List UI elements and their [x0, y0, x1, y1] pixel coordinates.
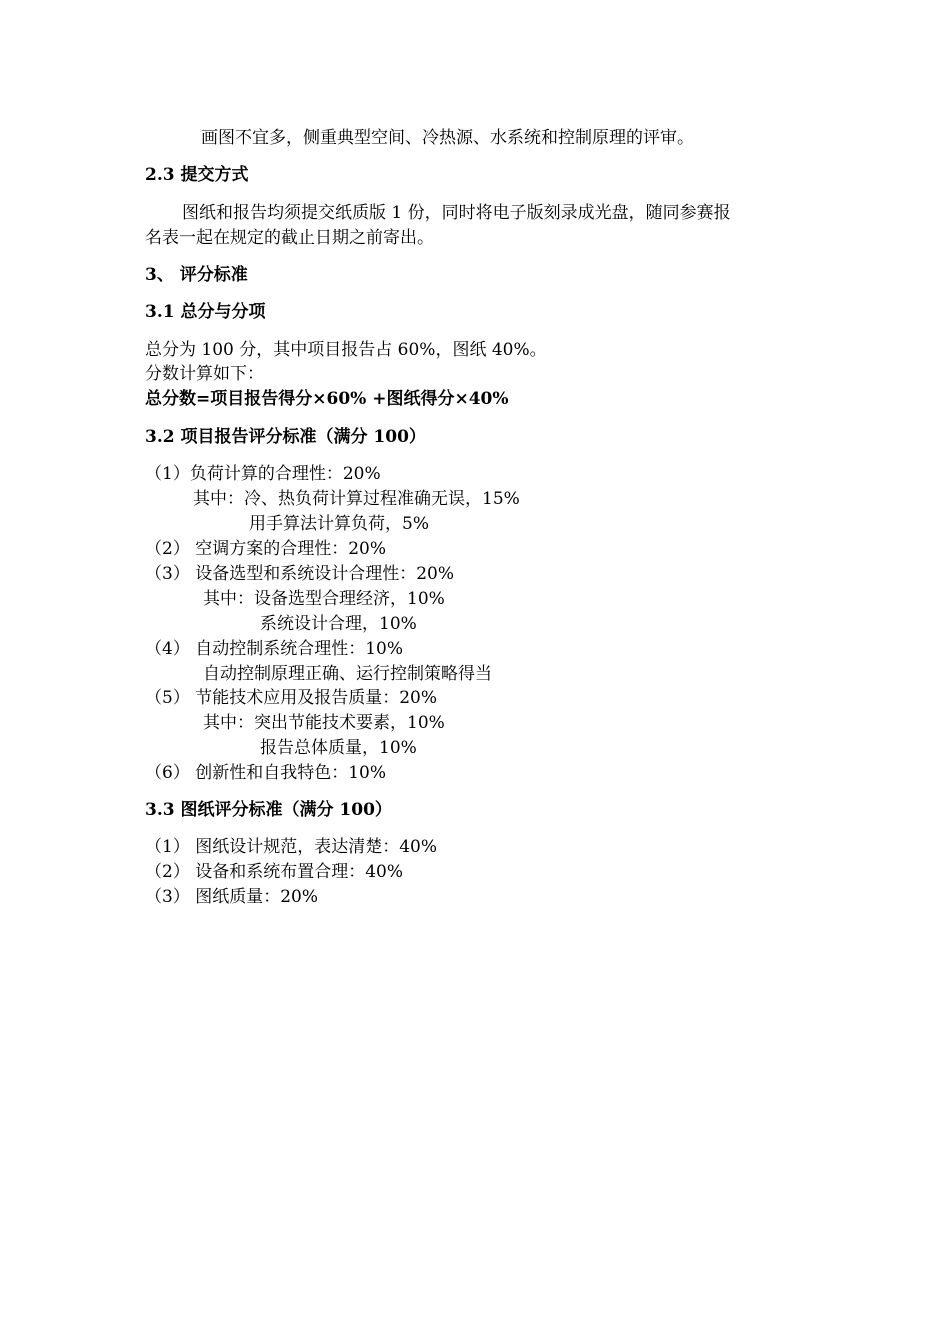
- drawing-criteria-line: （1） 图纸设计规范，表达清楚：40%: [145, 837, 438, 857]
- section-3-2-heading: 3.2 项目报告评分标准（满分 100）: [145, 427, 426, 447]
- report-criteria-line: 其中：冷、热负荷计算过程准确无误，15%: [193, 489, 520, 509]
- drawing-criteria-line: （3） 图纸质量：20%: [145, 887, 319, 907]
- total-score-line: 总分为 100 分，其中项目报告占 60%，图纸 40%。: [145, 340, 547, 360]
- section-3-heading: 3、 评分标准: [145, 265, 248, 285]
- section-3-1-heading: 3.1 总分与分项: [145, 302, 266, 322]
- section-2-3-heading: 2.3 提交方式: [145, 165, 249, 185]
- report-criteria-line: （4） 自动控制系统合理性：10%: [145, 639, 404, 659]
- report-criteria-line: 其中：突出节能技术要素，10%: [203, 713, 445, 733]
- report-criteria-line: 报告总体质量，10%: [260, 738, 417, 758]
- report-criteria-line: （6） 创新性和自我特色：10%: [145, 763, 387, 783]
- score-calculation-line: 分数计算如下：: [145, 364, 264, 384]
- report-criteria-line: （1）负荷计算的合理性：20%: [145, 464, 381, 484]
- report-criteria-line: （3） 设备选型和系统设计合理性：20%: [145, 564, 455, 584]
- section-3-3-heading: 3.3 图纸评分标准（满分 100）: [145, 800, 392, 820]
- report-criteria-line: 用手算法计算负荷，5%: [249, 514, 429, 534]
- report-criteria-line: 其中：设备选型合理经济，10%: [203, 589, 445, 609]
- report-criteria-line: （2） 空调方案的合理性：20%: [145, 539, 387, 559]
- score-formula: 总分数=项目报告得分×60% +图纸得分×40%: [145, 389, 509, 409]
- report-criteria-line: 系统设计合理，10%: [260, 614, 417, 634]
- report-criteria-line: 自动控制原理正确、运行控制策略得当: [203, 664, 492, 684]
- report-criteria-line: （5） 节能技术应用及报告质量：20%: [145, 688, 438, 708]
- drawing-criteria-line: （2） 设备和系统布置合理：40%: [145, 862, 404, 882]
- section-2-3-paragraph-line-1: 图纸和报告均须提交纸质版 1 份，同时将电子版刻录成光盘，随同参赛报: [182, 203, 731, 223]
- section-2-3-paragraph-line-2: 名表一起在规定的截止日期之前寄出。: [145, 228, 434, 248]
- intro-line: 画图不宜多，侧重典型空间、冷热源、水系统和控制原理的评审。: [201, 128, 694, 148]
